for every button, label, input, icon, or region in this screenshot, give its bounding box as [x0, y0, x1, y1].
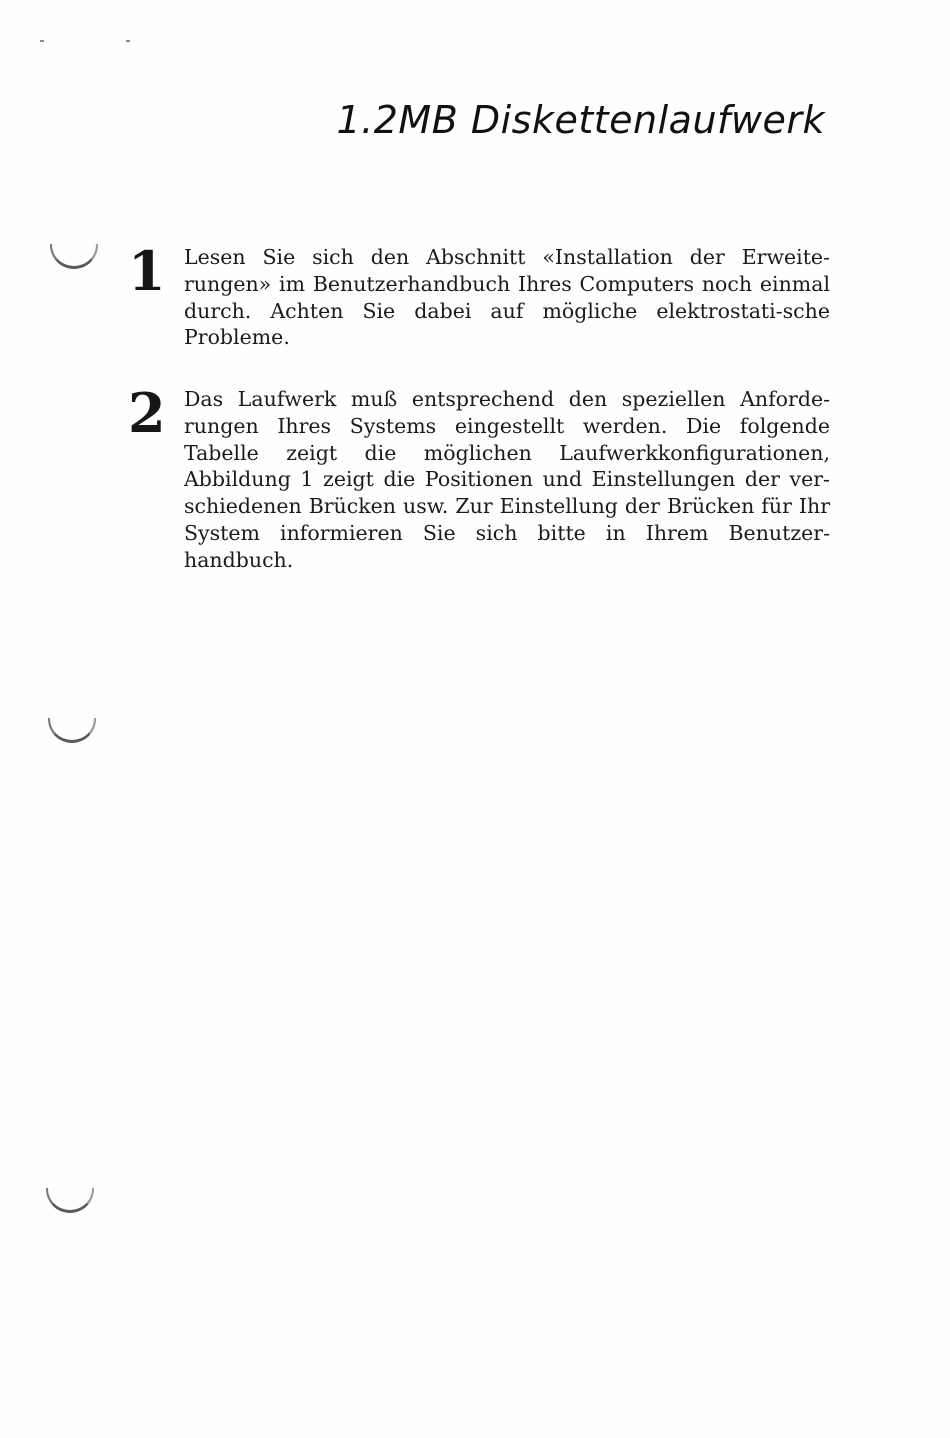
binder-hole-bottom	[46, 1188, 94, 1213]
binder-hole-middle	[48, 718, 96, 743]
scan-speck	[126, 40, 130, 42]
step-text-1: Lesen Sie sich den Abschnitt «Installation der Erweite-rungen» im Benutzerhandbuch Ihres Computers noch einmal durch. Achten Sie dabei auf mögliche elektrostati-sche Probleme.	[184, 245, 830, 350]
scan-speck	[40, 40, 44, 42]
binder-hole-top	[50, 244, 98, 269]
step-number-1: 1	[128, 239, 166, 303]
step-text-2: Das Laufwerk muß entsprechend den speziellen Anforde-rungen Ihres Systems eingestellt werden. Die folgende Tabelle zeigt die möglichen Laufwerkkonfigurationen, Abbildung 1 zeigt die Positionen und Einstellungen der ver-schiedenen Brücken usw. Zur Einstellung der Brücken für Ihr System informieren Sie sich bitte in Ihrem Benutzer-handbuch.	[184, 387, 830, 572]
step-number-2: 2	[128, 381, 166, 445]
page-title: 1.2MB Diskettenlaufwerk	[336, 98, 825, 142]
